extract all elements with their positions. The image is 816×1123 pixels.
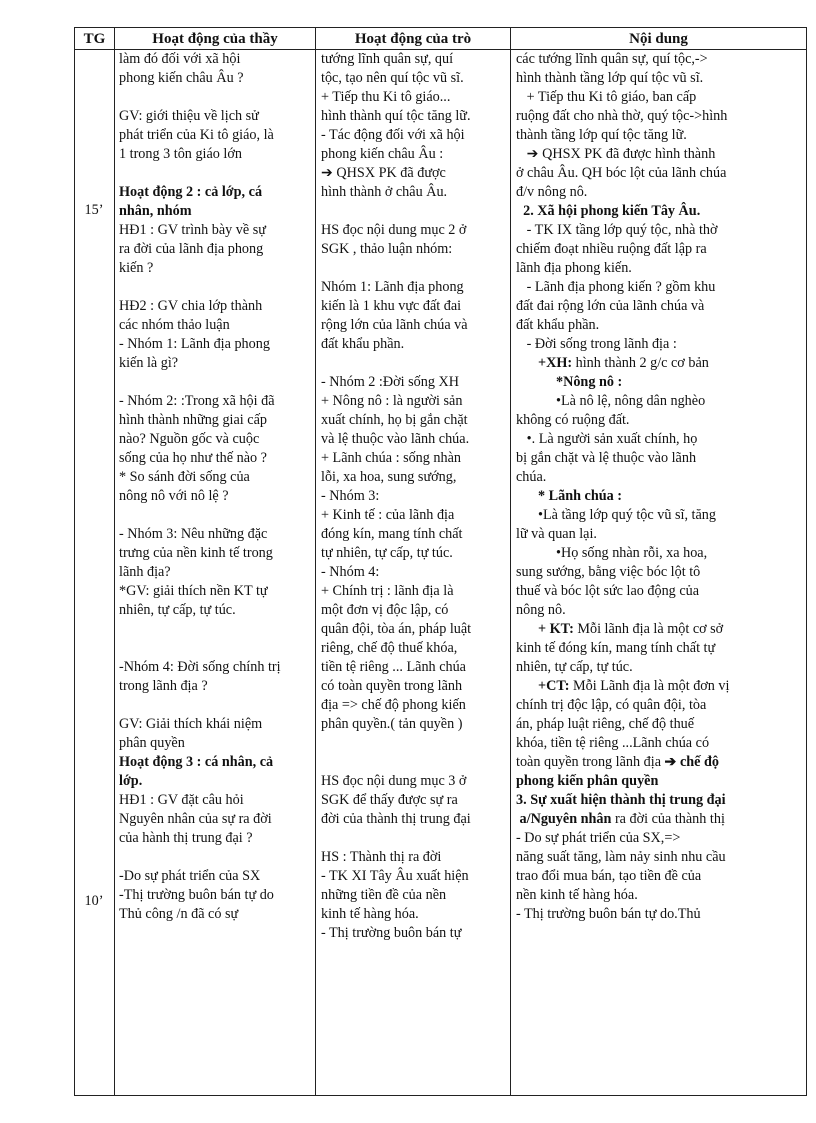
blank-line [119,278,311,297]
text-line: ở châu Âu. QH bóc lột của lãnh chúa [516,165,727,181]
time-10-minutes: 10’ [84,893,104,909]
text-line: + Nông nô : là người sản [321,393,463,409]
header-student-activity: Hoạt động của trò [354,31,472,47]
text-line: lữ và quan lại. [516,526,597,542]
text-line: - TK IX tầng lớp quý tộc, nhà thờ [516,222,718,238]
text-line: HS : Thành thị ra đời [321,849,442,865]
text-line: •. Là người sản xuất chính, họ [516,431,698,447]
text-line: - Nhóm 2: :Trong xã hội đã [119,393,275,409]
text-line: tiền tệ riêng ... Lãnh chúa [321,659,466,675]
text-line: đất đai rộng lớn của lãnh chúa và [516,298,705,314]
society-text-display: hình thành 2 g/c cơ bản [575,355,709,371]
blank-line [321,259,504,278]
text-line: - Nhóm 1: Lãnh địa phong [119,336,270,352]
text-line: -Nhóm 4: Đời sống chính trị [119,659,281,675]
activity-2-heading: Hoạt động 2 : cả lớp, cá [119,184,263,200]
text-line: riêng, chế độ thuế khóa, [321,640,458,656]
text-line: và lệ thuộc vào lãnh chúa. [321,431,470,447]
text-line: + Tiếp thu Ki tô giáo, ban cấp [516,89,697,105]
text-line: các tướng lĩnh quân sự, quí tộc,-> [516,51,708,67]
activity-3-heading: Hoạt động 3 : cá nhân, cả [119,754,274,770]
text-line: - Nhóm 3: Nêu những đặc [119,526,268,542]
text-line: + Tiếp thu Ki tô giáo... [321,89,451,105]
text-line: kiến ? [119,260,154,276]
text-line: nào? Nguồn gốc và cuộc [119,431,260,447]
society-heading: +XH: hình thành 2 g/c cơ bản [538,355,709,371]
blank-line [119,506,311,525]
text-line: * So sánh đời sống của [119,469,250,485]
text-line: tướng lĩnh quân sự, quí [321,51,454,67]
lord-heading: * Lãnh chúa : [538,488,622,504]
text-line: - Thị trường buôn bán tự [321,925,462,941]
text-line: Nhóm 1: Lãnh địa phong [321,279,464,295]
text-line: kiến là gì? [119,355,179,371]
text-line: phân quyền.( tản quyền ) [321,716,463,732]
blank-line [119,639,311,658]
text-line: làm đó đối với xã hội [119,51,241,67]
text-line: nông nô với nô lệ ? [119,488,229,504]
activity-2-heading-cont: nhân, nhóm [119,203,192,219]
text-line: rộng lớn của lãnh chúa và [321,317,468,333]
text-line: không có ruộng đất. [516,412,630,428]
text-line: - Do sự phát triển của SX,=> [516,830,681,846]
text-line: kinh tế đóng kín, mang tính chất tự [516,640,716,656]
text-line: xuất chính, họ bị gắn chặt [321,412,468,428]
blank-line [321,829,504,848]
blank-line [119,373,311,392]
toan-quyen-line: toàn quyền trong lãnh địa ➔ chế độ [516,754,719,770]
text-line: quân đội, tòa án, pháp luật [321,621,472,637]
text-line: lỗi, xa hoa, sung sướng, [321,469,457,485]
text-line: •Là tầng lớp quý tộc vũ sĩ, tăng [538,507,716,523]
text-line: phong kiến châu Âu ? [119,70,244,86]
text-line: SGK , thảo luận nhóm: [321,241,453,257]
economy-line: + KT: Mỗi lãnh địa là một cơ sở [538,621,724,637]
text-line: ra đời của lãnh địa phong [119,241,264,257]
text-line: tộc, tạo nên quí tộc vũ sĩ. [321,70,464,86]
text-line: kinh tế hàng hóa. [321,906,419,922]
text-line: + Lãnh chúa : sống nhàn [321,450,461,466]
text-line: những tiền đề của nền [321,887,447,903]
text-line: HĐ1 : GV trình bày về sự [119,222,266,238]
text-line: Thủ công /n đã có sự [119,906,239,922]
text-line: - Nhóm 2 :Đời sống XH [321,374,459,390]
table-right-border [806,27,807,1096]
text-line: một đơn vị độc lập, có [321,602,449,618]
text-line: Nguyên nhân của sự ra đời [119,811,272,827]
text-line: hình thành những giai cấp [119,412,267,428]
text-line: GV: Giải thích khái niệm [119,716,263,732]
text-line: của hành thị trung đại ? [119,830,253,846]
text-line: HS đọc nội dung mục 3 ở [321,773,467,789]
content-column [516,50,765,924]
text-line: thuế và bóc lột sức lao động của [516,583,700,599]
section-3-heading: 3. Sự xuất hiện thành thị trung đại [516,792,726,808]
text-line: phân quyền [119,735,185,751]
text-line: phát triển của Ki tô giáo, là [119,127,274,143]
text-line: tự nhiên, tự cấp, tự túc. [321,545,453,561]
politics-text: Mỗi Lãnh địa là một đơn vị [573,678,730,694]
blank-line [321,734,504,753]
text-line: HS đọc nội dung mục 2 ở [321,222,467,238]
text-line: nền kinh tế hàng hóa. [516,887,638,903]
text-line: kiến là 1 khu vực đất đai [321,298,462,314]
text-line: - Nhóm 3: [321,488,380,504]
text-line: đ/v nông nô. [516,184,588,200]
blank-line [119,620,311,639]
text-line: trao đổi mua bán, tạo tiền đề của [516,868,702,884]
blank-line [119,696,311,715]
text-line: - Thị trường buôn bán tự do.Thủ [516,906,701,922]
text-line: - Nhóm 4: [321,564,380,580]
text-line: •Họ sống nhàn rỗi, xa hoa, [556,545,708,561]
politics-line: +CT: Mỗi Lãnh địa là một đơn vị [538,678,730,694]
text-line: - Tác động đối với xã hội [321,127,465,143]
student-activity-column [321,50,504,943]
text-line: nhiên, tự cấp, tự túc. [119,602,236,618]
text-line: sung sướng, bằng việc bóc lột tô [516,564,701,580]
text-line: - Lãnh địa phong kiến ? gồm khu [516,279,716,295]
text-line: đời của thành thị trung đại [321,811,471,827]
text-line: + Chính trị : lãnh địa là [321,583,454,599]
text-line: ruộng đất cho nhà thờ, quý tộc->hình [516,108,728,124]
table-bottom-border [74,1095,807,1096]
text-line: chính trị độc lập, có quân đội, tòa [516,697,707,713]
table-left-border [74,27,75,1096]
text-line: chiếm đoạt nhiều ruộng đất lập ra [516,241,707,257]
blank-line [321,354,504,373]
text-line: hình thành tầng lớp quí tộc vũ sĩ. [516,70,704,86]
header-teacher-activity: Hoạt động của thầy [152,31,278,47]
text-line: HĐ1 : GV đặt câu hỏi [119,792,244,808]
text-line: bị gắn chặt và lệ thuộc vào lãnh [516,450,697,466]
text-line: địa => chế độ phong kiến [321,697,466,713]
text-line: thành tầng lớp quí tộc tăng lữ. [516,127,687,143]
text-line: đất khẩu phần. [516,317,600,333]
header-content: Nội dung [629,31,688,47]
time-15-minutes: 15’ [84,202,104,218]
text-line: -Thị trường buôn bán tự do [119,887,274,903]
text-line: sống của họ như thế nào ? [119,450,267,466]
text-line: đất khẩu phần. [321,336,405,352]
serf-heading: *Nông nô : [556,374,623,390]
text-line: nông nô. [516,602,566,618]
column-divider-1 [114,27,115,1096]
header-tg: TG [83,31,106,47]
section-2-heading: 2. Xã hội phong kiến Tây Âu. [516,203,701,219]
blank-line [119,88,311,107]
column-divider-3 [510,27,511,1096]
cause-heading-line: a/Nguyên nhân ra đời của thành thị [519,811,725,827]
text-line: chúa. [516,469,547,485]
text-line: năng suất tăng, làm nảy sinh nhu cầu [516,849,726,865]
text-line: ➔ QHSX PK đã được [321,165,446,181]
blank-line [119,848,311,867]
text-line: -Do sự phát triển của SX [119,868,261,884]
table-top-border [74,27,807,28]
text-line: đóng kín, mang tính chất [321,526,463,542]
blank-line [321,753,504,772]
text-line: hình thành quí tộc tăng lữ. [321,108,471,124]
text-line: khóa, tiền tệ riêng ...Lãnh chúa có [516,735,710,751]
text-line: nhiên, tự cấp, tự túc. [516,659,633,675]
text-line: GV: giới thiệu về lịch sử [119,108,259,124]
text-line: phong kiến phân quyền [516,773,659,789]
economy-text: Mỗi lãnh địa là một cơ sở [577,621,724,637]
teacher-activity-column [119,50,311,924]
text-line: - TK XI Tây Âu xuất hiện [321,868,469,884]
activity-3-heading-cont: lớp. [119,773,143,789]
column-divider-2 [315,27,316,1096]
text-line: ➔ QHSX PK đã được hình thành [516,146,716,162]
text-line: các nhóm thảo luận [119,317,230,333]
blank-line [119,164,311,183]
text-line: có toàn quyền trong lãnh [321,678,463,694]
text-line: hình thành ở châu Âu. [321,184,448,200]
text-line: HĐ2 : GV chia lớp thành [119,298,263,314]
text-line: trong lãnh địa ? [119,678,208,694]
text-line: + Kinh tế : của lãnh địa [321,507,455,523]
text-line: trưng của nền kinh tế trong [119,545,273,561]
text-line: phong kiến châu Âu : [321,146,444,162]
text-line: SGK để thấy được sự ra [321,792,458,808]
text-line: *GV: giải thích nền KT tự [119,583,268,599]
text-line: lãnh địa? [119,564,171,580]
text-line: •Là nô lệ, nông dân nghèo [556,393,706,409]
text-line: án, pháp luật riêng, chế độ thuế [516,716,695,732]
text-line: lãnh địa phong kiến. [516,260,632,276]
blank-line [321,202,504,221]
text-line: - Đời sống trong lãnh địa : [516,336,677,352]
text-line: 1 trong 3 tôn giáo lớn [119,146,242,162]
